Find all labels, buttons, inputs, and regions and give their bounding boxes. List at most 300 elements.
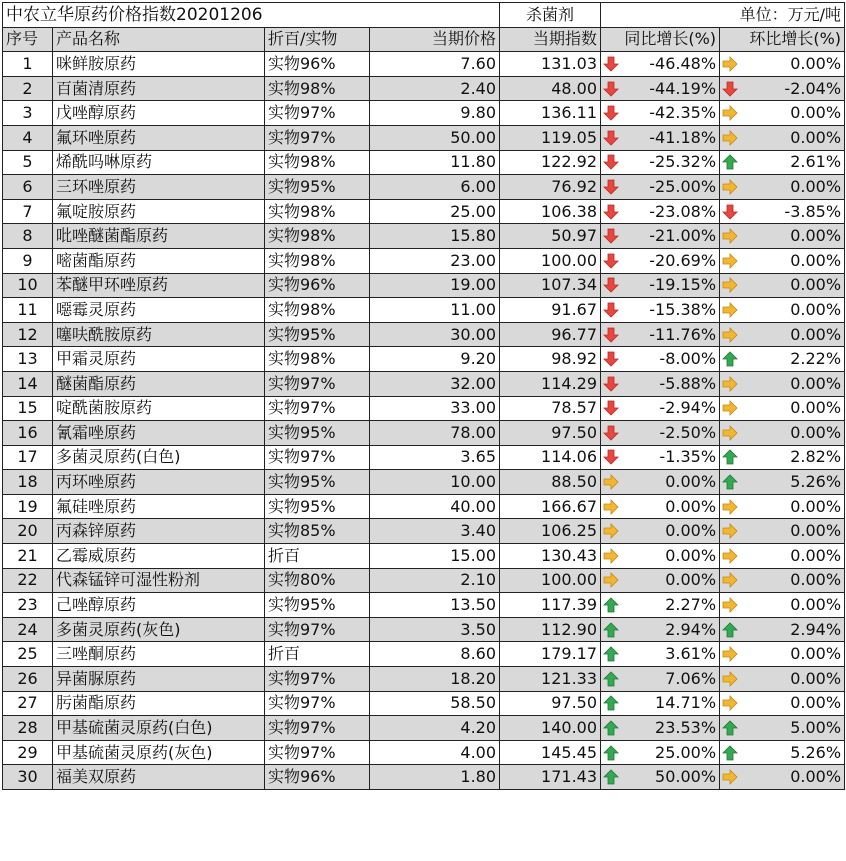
current-index: 97.50: [500, 691, 601, 716]
current-price: 11.80: [370, 150, 500, 175]
yoy-change: [601, 765, 720, 790]
product-name: 噻呋酰胺原药: [53, 322, 265, 347]
table-row: [3, 716, 845, 741]
yoy-change-value: -42.35%: [649, 103, 717, 123]
table-row: [3, 617, 845, 642]
row-index: 27: [3, 691, 53, 716]
title-row: [3, 3, 845, 28]
right-arrow-icon: [722, 499, 738, 515]
current-index: 136.11: [500, 101, 601, 126]
row-index: 12: [3, 322, 53, 347]
yoy-change: [601, 445, 720, 470]
down-arrow-icon: [603, 56, 619, 72]
header-index: 序号: [3, 27, 53, 52]
up-arrow-icon: [603, 646, 619, 662]
mom-change-value: 0.00%: [790, 373, 842, 393]
row-index: 1: [3, 52, 53, 77]
right-arrow-icon: [722, 597, 738, 613]
mom-change: [720, 544, 845, 569]
down-arrow-icon: [603, 105, 619, 121]
down-arrow-icon: [603, 204, 619, 220]
row-index: 26: [3, 667, 53, 692]
row-index: 2: [3, 76, 53, 101]
product-name: 异菌脲原药: [53, 667, 265, 692]
table-row: [3, 76, 845, 101]
current-price: 18.20: [370, 667, 500, 692]
mom-change: [720, 470, 845, 495]
current-index: 91.67: [500, 298, 601, 323]
table-row: [3, 494, 845, 519]
current-price: 58.50: [370, 691, 500, 716]
table-row: [3, 125, 845, 150]
mom-change-value: 5.26%: [790, 742, 842, 762]
yoy-change-value: 3.61%: [665, 644, 717, 664]
product-spec: 实物97%: [265, 445, 370, 470]
right-arrow-icon: [603, 474, 619, 490]
product-spec: 实物97%: [265, 125, 370, 150]
up-arrow-icon: [722, 745, 738, 761]
current-price: 2.40: [370, 76, 500, 101]
mom-change: [720, 150, 845, 175]
row-index: 8: [3, 224, 53, 249]
product-name: 氰霜唑原药: [53, 421, 265, 446]
table-row: [3, 519, 845, 544]
product-name: 咪鲜胺原药: [53, 52, 265, 77]
mom-change-value: 0.00%: [790, 521, 842, 541]
row-index: 20: [3, 519, 53, 544]
yoy-change: [601, 175, 720, 200]
mom-change-value: 2.22%: [790, 349, 842, 369]
mom-change: [720, 445, 845, 470]
product-spec: 实物96%: [265, 765, 370, 790]
product-name: 甲霜灵原药: [53, 347, 265, 372]
current-price: 15.00: [370, 544, 500, 569]
row-index: 24: [3, 617, 53, 642]
mom-change: [720, 494, 845, 519]
unit-label: 单位：万元/吨: [601, 3, 845, 28]
product-name: 甲基硫菌灵原药(灰色): [53, 740, 265, 765]
current-index: 100.00: [500, 568, 601, 593]
mom-change-value: 0.00%: [790, 275, 842, 295]
current-price: 3.40: [370, 519, 500, 544]
right-arrow-icon: [722, 400, 738, 416]
down-arrow-icon: [722, 81, 738, 97]
product-name: 氟啶胺原药: [53, 199, 265, 224]
mom-change: [720, 568, 845, 593]
product-name: 福美双原药: [53, 765, 265, 790]
down-arrow-icon: [603, 376, 619, 392]
right-arrow-icon: [722, 671, 738, 687]
product-spec: 实物80%: [265, 568, 370, 593]
table-row: [3, 298, 845, 323]
yoy-change-value: 0.00%: [665, 570, 717, 590]
current-price: 4.20: [370, 716, 500, 741]
right-arrow-icon: [722, 548, 738, 564]
current-index: 130.43: [500, 544, 601, 569]
mom-change: [720, 371, 845, 396]
down-arrow-icon: [603, 277, 619, 293]
yoy-change-value: -15.38%: [649, 299, 717, 319]
product-name: 氟环唑原药: [53, 125, 265, 150]
table-row: [3, 199, 845, 224]
current-index: 171.43: [500, 765, 601, 790]
up-arrow-icon: [603, 695, 619, 711]
current-index: 48.00: [500, 76, 601, 101]
right-arrow-icon: [722, 769, 738, 785]
down-arrow-icon: [603, 425, 619, 441]
table-row: [3, 765, 845, 790]
yoy-change: [601, 76, 720, 101]
current-index: 76.92: [500, 175, 601, 200]
header-yoy: 同比增长(%): [601, 27, 720, 52]
current-price: 4.00: [370, 740, 500, 765]
current-index: 140.00: [500, 716, 601, 741]
yoy-change-value: -46.48%: [649, 53, 717, 73]
product-spec: 实物98%: [265, 76, 370, 101]
mom-change: [720, 593, 845, 618]
mom-change: [720, 617, 845, 642]
table-row: [3, 371, 845, 396]
mom-change-value: 0.00%: [790, 127, 842, 147]
yoy-change-value: 7.06%: [665, 668, 717, 688]
yoy-change: [601, 298, 720, 323]
table-row: [3, 322, 845, 347]
row-index: 5: [3, 150, 53, 175]
yoy-change: [601, 691, 720, 716]
product-name: 吡唑醚菌酯原药: [53, 224, 265, 249]
yoy-change: [601, 224, 720, 249]
right-arrow-icon: [722, 327, 738, 343]
row-index: 29: [3, 740, 53, 765]
current-index: 107.34: [500, 273, 601, 298]
yoy-change: [601, 667, 720, 692]
current-price: 8.60: [370, 642, 500, 667]
mom-change: [720, 125, 845, 150]
up-arrow-icon: [603, 769, 619, 785]
table-row: [3, 150, 845, 175]
mom-change-value: 2.82%: [790, 447, 842, 467]
row-index: 10: [3, 273, 53, 298]
yoy-change-value: -23.08%: [649, 201, 717, 221]
current-price: 23.00: [370, 248, 500, 273]
product-spec: 实物97%: [265, 740, 370, 765]
product-name: 醚菌酯原药: [53, 371, 265, 396]
yoy-change-value: -21.00%: [649, 226, 717, 246]
current-price: 15.80: [370, 224, 500, 249]
current-price: 25.00: [370, 199, 500, 224]
right-arrow-icon: [722, 646, 738, 662]
yoy-change: [601, 322, 720, 347]
row-index: 28: [3, 716, 53, 741]
current-index: 131.03: [500, 52, 601, 77]
product-spec: 实物85%: [265, 519, 370, 544]
mom-change: [720, 199, 845, 224]
current-index: 119.05: [500, 125, 601, 150]
product-spec: 实物95%: [265, 175, 370, 200]
yoy-change-value: -2.50%: [659, 422, 717, 442]
yoy-change-value: 50.00%: [655, 767, 717, 787]
right-arrow-icon: [722, 56, 738, 72]
product-name: 多菌灵原药(白色): [53, 445, 265, 470]
mom-change: [720, 76, 845, 101]
right-arrow-icon: [603, 499, 619, 515]
down-arrow-icon: [603, 179, 619, 195]
current-index: 112.90: [500, 617, 601, 642]
header-price: 当期价格: [370, 27, 500, 52]
current-price: 32.00: [370, 371, 500, 396]
current-price: 11.00: [370, 298, 500, 323]
product-name: 丙环唑原药: [53, 470, 265, 495]
product-name: 三环唑原药: [53, 175, 265, 200]
right-arrow-icon: [722, 302, 738, 318]
current-price: 40.00: [370, 494, 500, 519]
header-mom: 环比增长(%): [720, 27, 845, 52]
table-row: [3, 470, 845, 495]
mom-change-value: -3.85%: [784, 201, 842, 221]
product-name: 戊唑醇原药: [53, 101, 265, 126]
row-index: 16: [3, 421, 53, 446]
category-label: 杀菌剂: [500, 3, 601, 28]
yoy-change-value: -8.00%: [659, 349, 717, 369]
mom-change: [720, 175, 845, 200]
up-arrow-icon: [722, 449, 738, 465]
mom-change: [720, 248, 845, 273]
mom-change-value: 0.00%: [790, 767, 842, 787]
product-spec: 实物97%: [265, 691, 370, 716]
mom-change-value: 0.00%: [790, 693, 842, 713]
product-spec: 实物95%: [265, 322, 370, 347]
product-name: 噁霉灵原药: [53, 298, 265, 323]
mom-change-value: 0.00%: [790, 299, 842, 319]
up-arrow-icon: [722, 474, 738, 490]
yoy-change-value: -1.35%: [659, 447, 717, 467]
mom-change: [720, 224, 845, 249]
up-arrow-icon: [722, 720, 738, 736]
table-row: [3, 568, 845, 593]
up-arrow-icon: [722, 351, 738, 367]
yoy-change: [601, 470, 720, 495]
current-price: 6.00: [370, 175, 500, 200]
down-arrow-icon: [603, 449, 619, 465]
mom-change-value: 0.00%: [790, 545, 842, 565]
current-index: 88.50: [500, 470, 601, 495]
right-arrow-icon: [603, 523, 619, 539]
mom-change-value: 2.94%: [790, 619, 842, 639]
mom-change-value: 0.00%: [790, 250, 842, 270]
current-index: 106.38: [500, 199, 601, 224]
yoy-change: [601, 568, 720, 593]
table-row: [3, 248, 845, 273]
row-index: 19: [3, 494, 53, 519]
product-spec: 实物97%: [265, 667, 370, 692]
header-index-value: 当期指数: [500, 27, 601, 52]
current-index: 122.92: [500, 150, 601, 175]
mom-change: [720, 642, 845, 667]
table-row: [3, 593, 845, 618]
row-index: 14: [3, 371, 53, 396]
mom-change-value: 0.00%: [790, 570, 842, 590]
yoy-change: [601, 593, 720, 618]
table-row: [3, 273, 845, 298]
yoy-change: [601, 347, 720, 372]
header-name: 产品名称: [53, 27, 265, 52]
right-arrow-icon: [603, 548, 619, 564]
mom-change-value: 0.00%: [790, 595, 842, 615]
yoy-change: [601, 273, 720, 298]
current-index: 117.39: [500, 593, 601, 618]
row-index: 21: [3, 544, 53, 569]
current-index: 166.67: [500, 494, 601, 519]
yoy-change: [601, 150, 720, 175]
mom-change-value: 0.00%: [790, 422, 842, 442]
mom-change: [720, 273, 845, 298]
mom-change-value: 0.00%: [790, 103, 842, 123]
current-index: 100.00: [500, 248, 601, 273]
right-arrow-icon: [722, 277, 738, 293]
right-arrow-icon: [722, 695, 738, 711]
yoy-change-value: 0.00%: [665, 521, 717, 541]
row-index: 9: [3, 248, 53, 273]
right-arrow-icon: [722, 179, 738, 195]
right-arrow-icon: [722, 253, 738, 269]
row-index: 13: [3, 347, 53, 372]
product-spec: 实物98%: [265, 224, 370, 249]
current-price: 30.00: [370, 322, 500, 347]
table-row: [3, 52, 845, 77]
product-spec: 实物98%: [265, 298, 370, 323]
mom-change-value: 0.00%: [790, 496, 842, 516]
mom-change: [720, 765, 845, 790]
yoy-change-value: -5.88%: [659, 373, 717, 393]
product-name: 三唑酮原药: [53, 642, 265, 667]
table-row: [3, 642, 845, 667]
product-spec: 实物96%: [265, 273, 370, 298]
mom-change: [720, 740, 845, 765]
yoy-change-value: 0.00%: [665, 545, 717, 565]
table-row: [3, 740, 845, 765]
mom-change: [720, 298, 845, 323]
yoy-change-value: -2.94%: [659, 398, 717, 418]
current-price: 1.80: [370, 765, 500, 790]
right-arrow-icon: [722, 523, 738, 539]
yoy-change-value: -44.19%: [649, 78, 717, 98]
row-index: 30: [3, 765, 53, 790]
down-arrow-icon: [603, 130, 619, 146]
table-title: 中农立华原药价格指数20201206: [3, 3, 500, 28]
product-spec: 实物97%: [265, 101, 370, 126]
current-index: 121.33: [500, 667, 601, 692]
yoy-change-value: 0.00%: [665, 472, 717, 492]
current-index: 179.17: [500, 642, 601, 667]
current-index: 50.97: [500, 224, 601, 249]
product-name: 多菌灵原药(灰色): [53, 617, 265, 642]
mom-change-value: 0.00%: [790, 53, 842, 73]
product-spec: 折百: [265, 642, 370, 667]
current-price: 9.20: [370, 347, 500, 372]
yoy-change-value: 2.27%: [665, 595, 717, 615]
yoy-change: [601, 248, 720, 273]
yoy-change: [601, 101, 720, 126]
down-arrow-icon: [603, 327, 619, 343]
row-index: 22: [3, 568, 53, 593]
product-spec: 折百: [265, 544, 370, 569]
product-name: 百菌清原药: [53, 76, 265, 101]
row-index: 3: [3, 101, 53, 126]
up-arrow-icon: [722, 622, 738, 638]
current-index: 114.29: [500, 371, 601, 396]
current-price: 10.00: [370, 470, 500, 495]
yoy-change: [601, 642, 720, 667]
yoy-change-value: 2.94%: [665, 619, 717, 639]
current-price: 19.00: [370, 273, 500, 298]
table-row: [3, 667, 845, 692]
row-index: 23: [3, 593, 53, 618]
mom-change-value: 0.00%: [790, 398, 842, 418]
up-arrow-icon: [603, 622, 619, 638]
mom-change: [720, 691, 845, 716]
mom-change: [720, 347, 845, 372]
table-row: [3, 101, 845, 126]
mom-change-value: 0.00%: [790, 644, 842, 664]
row-index: 11: [3, 298, 53, 323]
mom-change-value: 5.00%: [790, 718, 842, 738]
mom-change-value: 5.26%: [790, 472, 842, 492]
product-spec: 实物98%: [265, 248, 370, 273]
row-index: 7: [3, 199, 53, 224]
current-price: 33.00: [370, 396, 500, 421]
yoy-change-value: -25.32%: [649, 152, 717, 172]
product-spec: 实物95%: [265, 470, 370, 495]
yoy-change: [601, 716, 720, 741]
mom-change-value: 0.00%: [790, 324, 842, 344]
yoy-change: [601, 494, 720, 519]
yoy-change-value: 25.00%: [655, 742, 717, 762]
down-arrow-icon: [722, 204, 738, 220]
product-spec: 实物97%: [265, 716, 370, 741]
up-arrow-icon: [722, 154, 738, 170]
yoy-change: [601, 519, 720, 544]
table-row: [3, 224, 845, 249]
header-row: [3, 27, 845, 52]
yoy-change-value: -11.76%: [649, 324, 717, 344]
row-index: 4: [3, 125, 53, 150]
table-row: [3, 691, 845, 716]
current-index: 98.92: [500, 347, 601, 372]
mom-change: [720, 716, 845, 741]
current-price: 2.10: [370, 568, 500, 593]
product-spec: 实物96%: [265, 52, 370, 77]
mom-change: [720, 52, 845, 77]
yoy-change: [601, 125, 720, 150]
current-price: 7.60: [370, 52, 500, 77]
product-name: 肟菌酯原药: [53, 691, 265, 716]
mom-change-value: 2.61%: [790, 152, 842, 172]
mom-change: [720, 519, 845, 544]
right-arrow-icon: [722, 425, 738, 441]
table-row: [3, 396, 845, 421]
mom-change-value: 0.00%: [790, 176, 842, 196]
product-name: 乙霉威原药: [53, 544, 265, 569]
row-index: 18: [3, 470, 53, 495]
mom-change-value: -2.04%: [784, 78, 842, 98]
product-spec: 实物97%: [265, 396, 370, 421]
product-spec: 实物98%: [265, 199, 370, 224]
up-arrow-icon: [603, 671, 619, 687]
yoy-change: [601, 52, 720, 77]
product-name: 甲基硫菌灵原药(白色): [53, 716, 265, 741]
current-index: 78.57: [500, 396, 601, 421]
yoy-change-value: -20.69%: [649, 250, 717, 270]
